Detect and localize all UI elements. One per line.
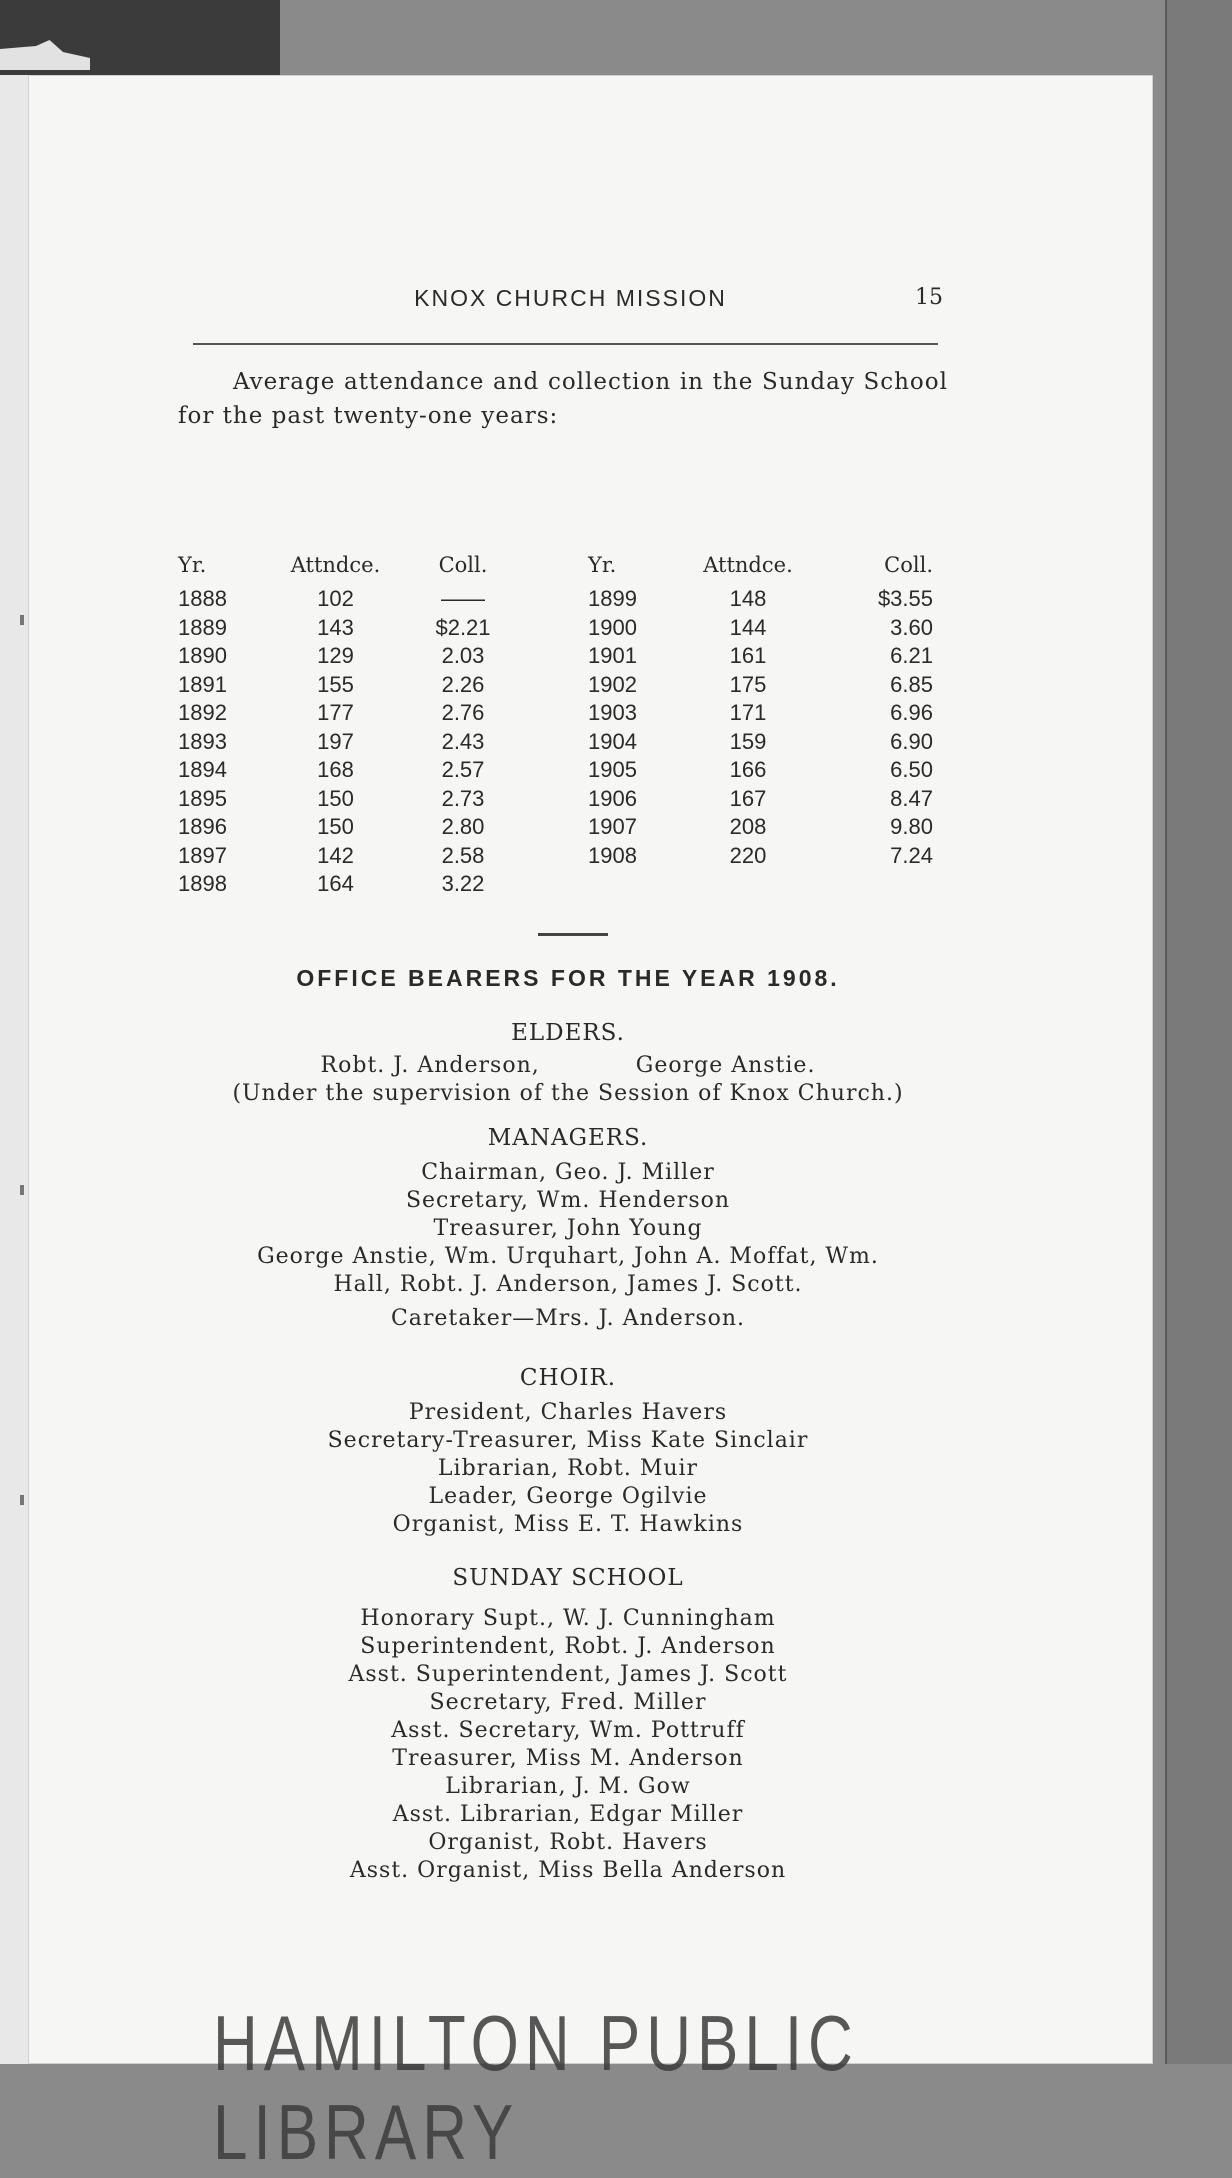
torn-paper-edge <box>0 40 90 70</box>
choir-heading: CHOIR. <box>519 1365 617 1391</box>
list-item: Librarian, J. M. Gow <box>445 1774 691 1799</box>
caretaker-line: Caretaker—Mrs. J. Anderson. <box>390 1306 746 1331</box>
column-header-attendance: Attndce. <box>290 553 381 577</box>
sunday-school-heading: SUNDAY SCHOOL <box>452 1565 684 1591</box>
column-header-collection: Coll. <box>438 553 488 577</box>
year-cell: 1903 <box>588 700 637 726</box>
page-header <box>198 285 943 325</box>
attendance-cell: 159 <box>729 728 767 754</box>
list-item: Asst. Superintendent, James J. Scott <box>348 1662 788 1687</box>
margin-mark <box>20 1495 24 1505</box>
collection-cell: 2.26 <box>441 671 485 697</box>
table-row <box>588 785 933 814</box>
table-row <box>588 614 933 643</box>
attendance-table-right <box>588 545 933 870</box>
section-divider <box>538 933 608 936</box>
table-row <box>178 642 518 671</box>
table-row <box>178 813 518 842</box>
year-cell: 1906 <box>588 785 637 811</box>
table-row <box>588 585 933 614</box>
attendance-cell: 102 <box>317 586 354 612</box>
scan-edge <box>1165 0 1232 2064</box>
list-item: President, Charles Havers <box>408 1400 728 1425</box>
collection-cell: 3.60 <box>890 614 933 640</box>
list-item: Superintendent, Robt. J. Anderson <box>360 1634 776 1659</box>
list-item: Librarian, Robt. Muir <box>437 1456 699 1481</box>
list-item: Leader, George Ogilvie <box>428 1484 708 1509</box>
attendance-cell: 161 <box>729 643 767 669</box>
attendance-cell: 167 <box>729 785 767 811</box>
collection-cell: $3.55 <box>877 586 933 612</box>
year-cell: 1888 <box>178 586 227 612</box>
attendance-table-left <box>178 545 518 899</box>
office-bearers-heading: OFFICE BEARERS FOR THE YEAR 1908. <box>296 965 840 991</box>
collection-cell: 2.80 <box>441 814 485 840</box>
column-header-attendance: Attndce. <box>703 553 793 577</box>
table-row <box>178 756 518 785</box>
attendance-cell: 143 <box>317 614 354 640</box>
attendance-cell: 208 <box>729 814 767 840</box>
choir-section <box>178 1365 958 1539</box>
attendance-cell: 171 <box>729 700 767 726</box>
collection-cell: $2.21 <box>435 614 491 640</box>
attendance-cell: 164 <box>317 871 354 897</box>
list-item: Organist, Robt. Havers <box>428 1830 708 1855</box>
collection-cell: 6.21 <box>890 643 933 669</box>
elders-heading: ELDERS. <box>511 1020 625 1046</box>
year-cell: 1902 <box>588 671 637 697</box>
column-header-year: Yr. <box>178 553 207 577</box>
elder-name: Robt. J. Anderson, <box>320 1053 540 1078</box>
year-cell: 1893 <box>178 728 227 754</box>
year-cell: 1898 <box>178 871 227 897</box>
elders-names <box>178 1052 958 1080</box>
collection-cell: 9.80 <box>890 814 933 840</box>
margin-mark <box>20 1185 24 1195</box>
table-row <box>588 642 933 671</box>
table-header-row <box>178 545 518 585</box>
year-cell: 1905 <box>588 757 637 783</box>
managers-heading: MANAGERS. <box>487 1125 649 1151</box>
elders-note: (Under the supervision of the Session of Knox Church.) <box>232 1081 904 1106</box>
table-row <box>178 614 518 643</box>
list-item: Asst. Organist, Miss Bella Anderson <box>349 1858 787 1883</box>
collection-cell: 2.43 <box>441 728 485 754</box>
collection-cell: 6.90 <box>890 728 933 754</box>
year-cell: 1890 <box>178 643 227 669</box>
sunday-school-section <box>178 1565 958 1885</box>
table-row <box>588 699 933 728</box>
table-row <box>588 813 933 842</box>
attendance-cell: 220 <box>729 842 767 868</box>
column-header-year: Yr. <box>588 553 617 577</box>
attendance-cell: 150 <box>317 814 354 840</box>
collection-cell: 3.22 <box>441 871 485 897</box>
collection-cell: 6.96 <box>890 700 933 726</box>
list-item: Secretary, Fred. Miller <box>429 1690 707 1715</box>
list-item: Chairman, Geo. J. Miller <box>421 1160 715 1185</box>
table-row <box>178 699 518 728</box>
collection-cell: 7.24 <box>890 842 933 868</box>
year-cell: 1889 <box>178 614 227 640</box>
attendance-cell: 168 <box>317 757 354 783</box>
list-item: Asst. Secretary, Wm. Pottruff <box>391 1718 745 1743</box>
collection-cell: 2.73 <box>441 785 485 811</box>
scan-border <box>0 0 280 75</box>
year-cell: 1899 <box>588 586 637 612</box>
collection-cell: 2.76 <box>441 700 485 726</box>
elders-section <box>178 1020 958 1108</box>
table-row <box>588 842 933 871</box>
table-row <box>178 842 518 871</box>
year-cell: 1901 <box>588 643 637 669</box>
year-cell: 1894 <box>178 757 227 783</box>
elder-name: George Anstie. <box>635 1053 816 1078</box>
year-cell: 1900 <box>588 614 637 640</box>
table-row <box>178 671 518 700</box>
collection-cell: 6.50 <box>890 757 933 783</box>
attendance-cell: 177 <box>317 700 354 726</box>
list-item: Secretary-Treasurer, Miss Kate Sinclair <box>327 1428 809 1453</box>
collection-cell: 6.85 <box>890 671 933 697</box>
attendance-cell: 150 <box>317 785 354 811</box>
attendance-cell: 166 <box>729 757 767 783</box>
year-cell: 1892 <box>178 700 227 726</box>
table-header-row <box>588 545 933 585</box>
attendance-cell: 155 <box>317 671 354 697</box>
margin-mark <box>20 615 24 625</box>
year-cell: 1907 <box>588 814 637 840</box>
list-item: George Anstie, Wm. Urquhart, John A. Moffat, Wm. <box>257 1244 879 1269</box>
intro-paragraph: Average attendance and collection in the Sunday School for the past twenty-one years: <box>178 369 948 429</box>
attendance-cell: 197 <box>317 728 354 754</box>
managers-section <box>178 1125 958 1333</box>
collection-cell: 2.57 <box>441 757 485 783</box>
book-page <box>28 75 1153 2177</box>
table-row <box>588 756 933 785</box>
attendance-cell: 175 <box>729 671 767 697</box>
year-cell: 1904 <box>588 728 637 754</box>
year-cell: 1895 <box>178 785 227 811</box>
year-cell: 1891 <box>178 671 227 697</box>
table-row <box>178 585 518 614</box>
list-item: Treasurer, Miss M. Anderson <box>392 1746 744 1771</box>
attendance-cell: 148 <box>729 586 767 612</box>
collection-cell: 8.47 <box>890 785 933 811</box>
collection-cell: 2.58 <box>441 842 485 868</box>
collection-cell: —— <box>441 586 485 612</box>
attendance-cell: 142 <box>317 842 354 868</box>
page-number: 15 <box>915 285 943 310</box>
header-rule <box>193 343 938 345</box>
year-cell: 1897 <box>178 842 227 868</box>
year-cell: 1908 <box>588 842 637 868</box>
list-item: Honorary Supt., W. J. Cunningham <box>360 1606 776 1631</box>
table-row <box>588 671 933 700</box>
attendance-cell: 144 <box>729 614 767 640</box>
list-item: Hall, Robt. J. Anderson, James J. Scott. <box>333 1272 803 1297</box>
table-row <box>178 785 518 814</box>
list-item: Secretary, Wm. Henderson <box>405 1188 731 1213</box>
list-item: Treasurer, John Young <box>433 1216 703 1241</box>
library-stamp: HAMILTON PUBLIC LIBRARY <box>213 2001 859 2177</box>
attendance-cell: 129 <box>317 643 354 669</box>
list-item: Organist, Miss E. T. Hawkins <box>392 1512 744 1537</box>
table-row <box>178 870 518 899</box>
table-row <box>178 728 518 757</box>
collection-cell: 2.03 <box>441 643 485 669</box>
list-item: Asst. Librarian, Edgar Miller <box>392 1802 744 1827</box>
running-title: KNOX CHURCH MISSION <box>414 285 727 311</box>
table-row <box>588 728 933 757</box>
year-cell: 1896 <box>178 814 227 840</box>
column-header-collection: Coll. <box>884 553 933 577</box>
